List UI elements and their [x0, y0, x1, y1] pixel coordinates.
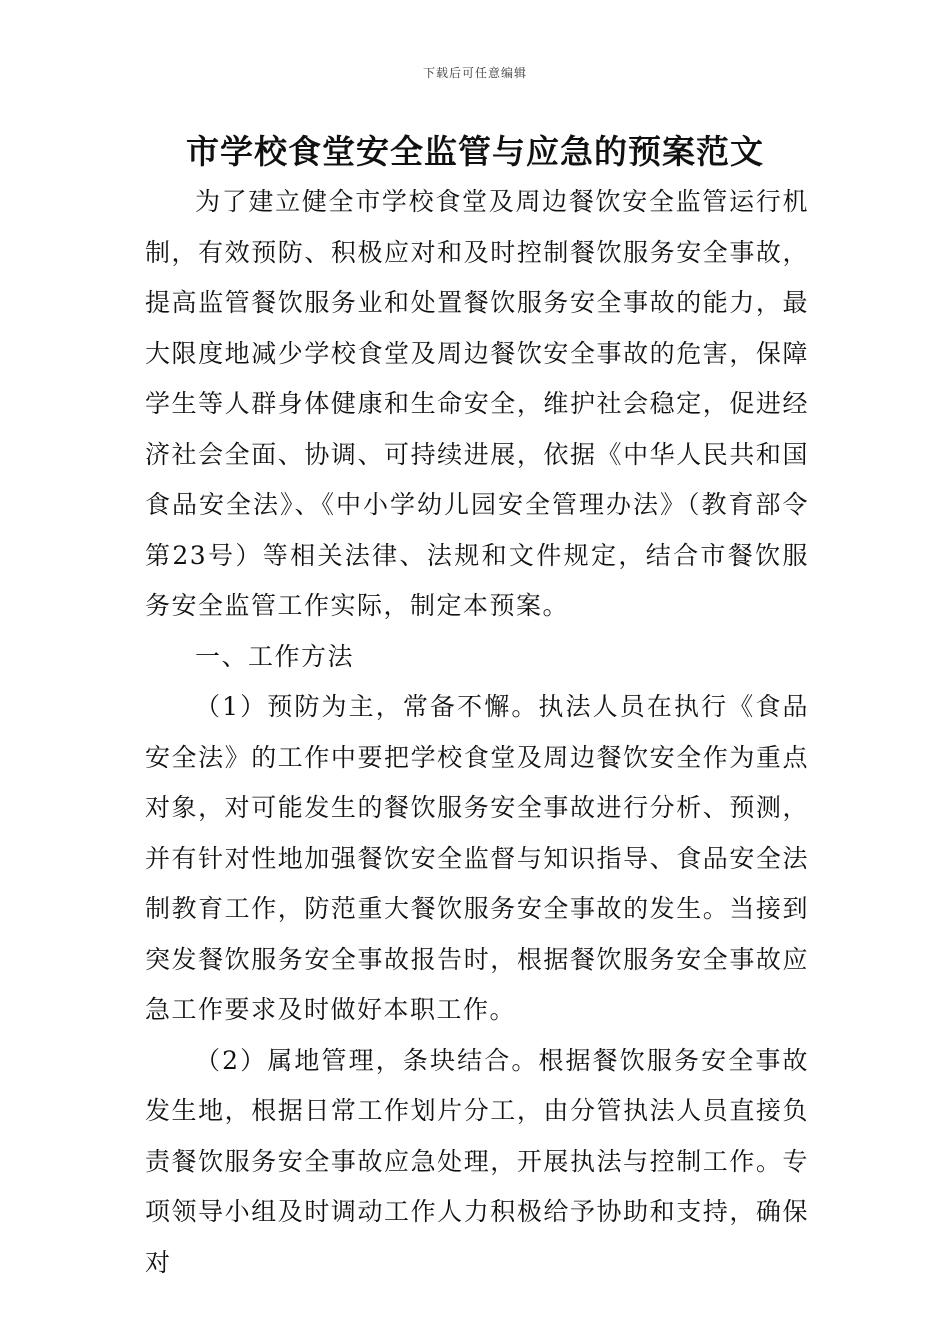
paragraph-prevention: （1）预防为主，常备不懈。执法人员在执行《食品安全法》的工作中要把学校食堂及周边餐饮安全作为重点对象，对可能发生的餐饮服务安全事故进行分析、预测，并有针对性地加强餐饮安全监督与知识指导、食品安全法制教育工作，防范重大餐饮服务安全事故的发生。当接到突发餐饮服务安全事故报告时，根据餐饮服务安全事故应急工作要求及时做好本职工作。 — [145, 692, 809, 1024]
paragraph-intro: 为了建立健全市学校食堂及周边餐饮安全监管运行机制，有效预防、积极应对和及时控制餐饮服务安全事故，提高监管餐饮服务业和处置餐饮服务安全事故的能力，最大限度地减少学校食堂及周边餐饮安全事故的危害，保障学生等人群身体健康和生命安全，维护社会稳定，促进经济社会全面、协调、可持续进展，依据《中华人民共和国食品安全法》、《中小学幼儿园安全管理办法》（教育部令第23号）等相关法律、法规和文件规定，结合市餐饮服务安全监管工作实际，制定本预案。 — [145, 187, 809, 620]
section-heading-work-method: 一、工作方法 — [195, 641, 355, 671]
paragraph-territorial-management: （2）属地管理，条块结合。根据餐饮服务安全事故发生地，根据日常工作划片分工，由分管执法人员直接负责餐饮服务安全事故应急处理，开展执法与控制工作。专项领导小组及时调动工作人力积极给予协助和支持，确保对 — [145, 1045, 809, 1277]
document-body — [145, 177, 809, 1288]
document-title: 市学校食堂安全监管与应急的预案范文 — [186, 132, 764, 171]
page-header-note: 下载后可任意编辑 — [422, 66, 527, 80]
